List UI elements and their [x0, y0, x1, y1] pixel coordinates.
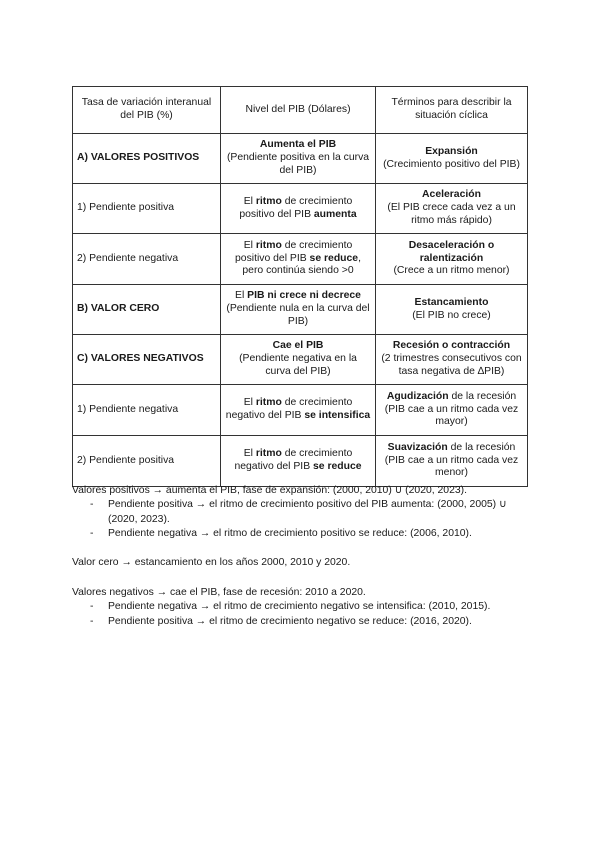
cycle-term-bold: Aceleración — [422, 189, 481, 201]
gdp-level-detail: (Pendiente negativa en la curva del PIB) — [239, 353, 357, 377]
positive-values-notes — [72, 484, 532, 542]
dash-marker: - — [90, 615, 94, 627]
list-item — [72, 615, 532, 629]
cycle-term-cell — [376, 385, 528, 436]
gdp-text: de crecimiento negativo del PIB — [234, 448, 353, 472]
table-row — [73, 234, 528, 285]
gdp-text-bold: PIB ni crece ni decrece — [247, 290, 361, 302]
cycle-term-cell — [376, 335, 528, 385]
zero-value-note — [72, 556, 532, 570]
table-row — [73, 436, 528, 487]
list-item-text: Pendiente positiva → el ritmo de crecimiento negativo se reduce: (2016, 2020). — [108, 615, 472, 627]
negative-values-notes — [72, 586, 532, 629]
gdp-level-cell — [221, 335, 376, 385]
header-cycle-terms: Términos para describir la situación cíclica — [376, 87, 528, 134]
row-label: 1) Pendiente positiva — [73, 184, 221, 234]
table-row — [73, 184, 528, 234]
gdp-text: El — [243, 195, 256, 207]
business-cycle-table — [72, 86, 528, 487]
list-item — [72, 527, 532, 541]
gdp-text: El — [235, 290, 248, 302]
table-header-row — [73, 87, 528, 134]
gdp-text-bold: se reduce — [313, 461, 362, 472]
gdp-text: de crecimiento positivo del PIB — [239, 195, 353, 220]
table-row — [73, 385, 528, 436]
list-item-text: Pendiente positiva → el ritmo de crecimiento positivo del PIB aumenta: (2000, 2005) ∪ (2020, 2023). — [108, 499, 507, 525]
table-row — [73, 285, 528, 335]
gdp-level-cell — [221, 385, 376, 436]
note-paragraph: Valor cero → estancamiento en los años 2000, 2010 y 2020. — [72, 557, 351, 568]
cycle-term-bold: Agudización — [386, 390, 449, 402]
row-label: 2) Pendiente positiva — [73, 436, 221, 487]
row-label: B) VALOR CERO — [73, 285, 221, 335]
cycle-term-bold: Suavización — [387, 441, 448, 453]
cycle-term-bold: Expansión — [425, 145, 478, 157]
gdp-level-bold: Aumenta el PIB — [259, 139, 337, 151]
note-list — [72, 498, 532, 541]
gdp-text: de crecimiento positivo del PIB — [235, 239, 353, 264]
header-gdp-level: Nivel del PIB (Dólares) — [221, 87, 376, 134]
cycle-term-suffix: de la recesión — [447, 441, 516, 453]
cycle-term-detail: (PIB cae a un ritmo cada vez mayor) — [384, 403, 519, 428]
gdp-level-cell — [221, 134, 376, 184]
gdp-level-cell — [221, 285, 376, 335]
cycle-term-detail: (El PIB crece cada vez a un ritmo más rápido) — [387, 202, 516, 226]
row-label: A) VALORES POSITIVOS — [73, 134, 221, 184]
gdp-level-detail: (Pendiente nula en la curva del PIB) — [226, 303, 370, 327]
gdp-text: El — [243, 239, 256, 251]
gdp-level-detail: (Pendiente positiva en la curva del PIB) — [226, 152, 370, 176]
gdp-level-cell — [221, 184, 376, 234]
gdp-level-cell — [221, 234, 376, 285]
gdp-text-bold: se intensifica — [304, 410, 371, 421]
cycle-term-suffix: de la recesión — [448, 390, 517, 402]
cycle-term-detail: (El PIB no crece) — [412, 309, 491, 321]
cycle-term-cell — [376, 436, 528, 487]
gdp-level-bold: Cae el PIB — [272, 340, 324, 352]
gdp-text-bold: ritmo — [255, 239, 282, 251]
gdp-text-bold: aumenta — [313, 208, 357, 220]
gdp-text: El — [243, 448, 256, 460]
cycle-term-detail: (Crece a un ritmo menor) — [393, 265, 510, 277]
list-item-text: Pendiente negativa → el ritmo de crecimiento negativo se intensifica: (2010, 2015). — [108, 601, 491, 613]
list-item-text: Pendiente negativa → el ritmo de crecimiento positivo se reduce: (2006, 2010). — [108, 528, 472, 540]
dash-marker: - — [90, 499, 94, 511]
table-row — [73, 335, 528, 385]
cycle-term-cell — [376, 285, 528, 335]
gdp-level-cell — [221, 436, 376, 487]
row-label: C) VALORES NEGATIVOS — [73, 335, 221, 385]
gdp-text-bold: ritmo — [255, 448, 282, 460]
cycle-term-bold: Estancamiento — [414, 296, 489, 308]
header-rate: Tasa de variación interanual del PIB (%) — [73, 87, 221, 134]
list-item — [72, 600, 532, 614]
row-label: 2) Pendiente negativa — [73, 234, 221, 285]
cycle-term-detail: (Crecimiento positivo del PIB) — [383, 158, 520, 170]
table-row — [73, 134, 528, 184]
gdp-text: , pero continúa siendo >0 — [242, 252, 361, 277]
gdp-text-bold: ritmo — [255, 195, 282, 207]
gdp-text-bold: se reduce — [309, 252, 359, 264]
note-list — [72, 600, 532, 629]
dash-marker: - — [90, 601, 94, 613]
list-item — [72, 498, 532, 527]
cycle-term-cell — [376, 134, 528, 184]
cycle-term-cell — [376, 234, 528, 285]
cycle-term-detail: (PIB cae a un ritmo cada vez menor) — [384, 454, 519, 479]
note-paragraph: Valores negativos → cae el PIB, fase de recesión: 2010 a 2020. — [72, 587, 366, 598]
note-paragraph: Valores positivos → aumenta el PIB, fase de expansión: (2000, 2010) ∪ (2020, 2023). — [72, 485, 467, 496]
cycle-term-bold: Desaceleración o ralentización — [408, 239, 495, 264]
gdp-text-bold: ritmo — [255, 397, 282, 409]
gdp-text: de crecimiento negativo del PIB — [225, 397, 353, 421]
cycle-term-cell — [376, 184, 528, 234]
dash-marker: - — [90, 528, 94, 540]
cycle-term-detail: (2 trimestres consecutivos con tasa negativa de ∆PIB) — [381, 353, 522, 377]
row-label: 1) Pendiente negativa — [73, 385, 221, 436]
cycle-term-bold: Recesión o contracción — [392, 340, 511, 352]
gdp-text: El — [243, 397, 256, 409]
